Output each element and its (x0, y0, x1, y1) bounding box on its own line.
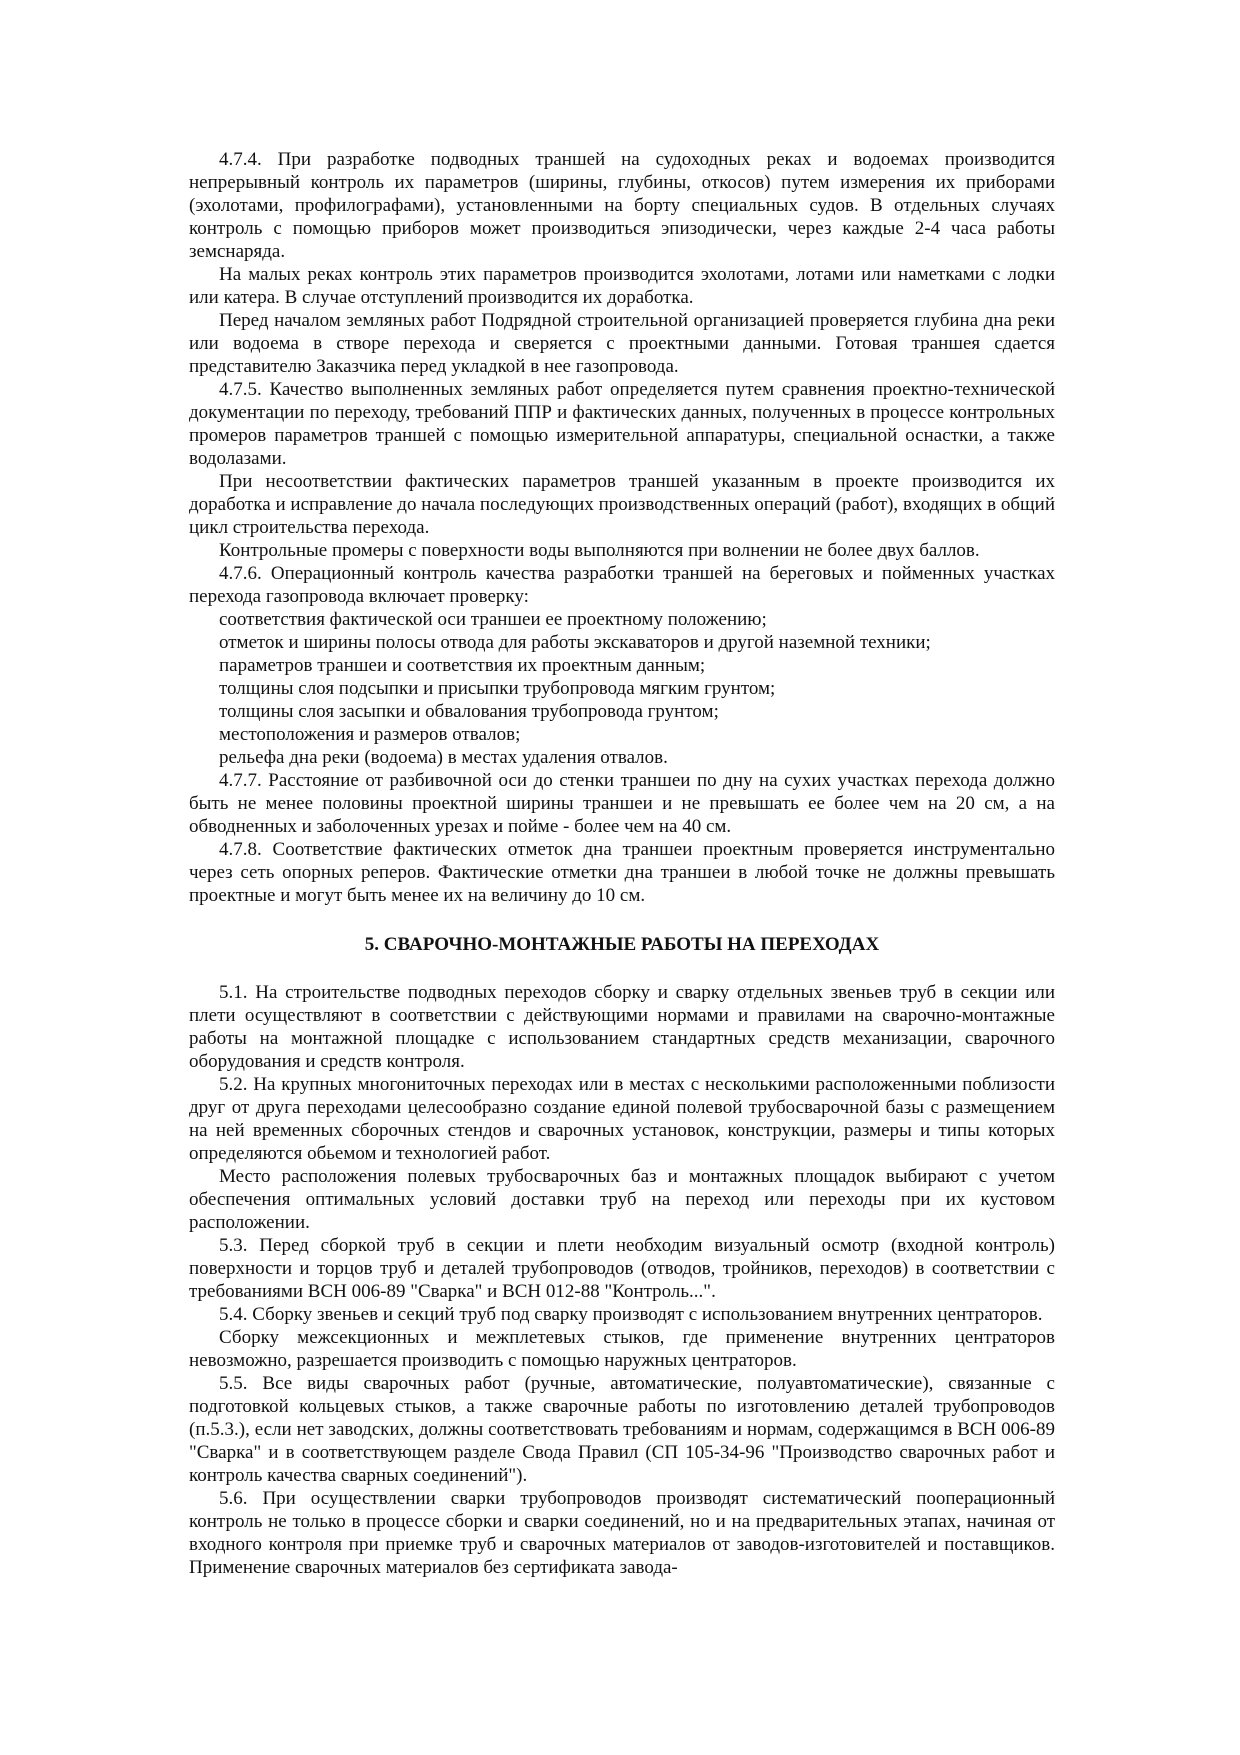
paragraph-4-7-7: 4.7.7. Расстояние от разбивочной оси до стенки траншеи по дну на сухих участках перехода должно быть не менее половины проектной ширины траншеи и не превышать ее более чем на 20 см, а на обводненных и заболоченных урезах и пойме - более чем на 40 см. (189, 770, 1055, 837)
paragraph-5-4: 5.4. Сборку звеньев и секций труб под сварку производят с использованием внутренних центраторов. (219, 1304, 1043, 1325)
check-item: толщины слоя засыпки и обвалования трубопровода грунтом; (219, 701, 719, 722)
paragraph-4-7-5: 4.7.5. Качество выполненных земляных работ определяется путем сравнения проектно-технической документации по переходу, требований ППР и фактических данных, полученных в процессе контрольных промеров параметров траншей с помощью измерительной аппаратуры, специальной оснастки, а также водолазами. (189, 379, 1055, 469)
paragraph-small-rivers: На малых реках контроль этих параметров производится эхолотами, лотами или наметками с лодки или катера. В случае отступлений производится их доработка. (189, 264, 1055, 308)
paragraph-depth-check: Перед началом земляных работ Подрядной строительной организацией проверяется глубина дна реки или водоема в створе перехода и сверяется с проектными данными. Готовая траншея сдается представителю Заказчика перед укладкой в нее газопровода. (189, 310, 1055, 377)
paragraph-5-2: 5.2. На крупных многониточных переходах или в местах с несколькими расположенными поблизости друг от друга переходами целесообразно создание единой полевой трубосварочной базы с размещением на ней временных сборочных стендов и сварочных установок, конструкции, размеры и типы которых определяются обьемом и технологией работ. (189, 1074, 1055, 1164)
paragraph-5-5: 5.5. Все виды сварочных работ (ручные, автоматические, полуавтоматические), связанные с подготовкой кольцевых стыков, а также сварочные работы по изготовлению деталей трубопроводов (п.5.3.), если нет заводских, должны соответствовать требованиям и нормам, содержащимся в ВСН 006-89 "Сварка" и в соответствующем разделе Свода Правил (СП 105-34-96 "Производство сварочных работ и контроль качества сварных соединений"). (189, 1373, 1055, 1486)
paragraph-5-1: 5.1. На строительстве подводных переходов сборку и сварку отдельных звеньев труб в секции или плети осуществляют в соответствии с действующими нормами и правилами на сварочно-монтажные работы на монтажной площадке с использованием стандартных средств механизации, сварочного оборудования и средств контроля. (189, 982, 1055, 1072)
check-item: отметок и ширины полосы отвода для работы экскаваторов и другой наземной техники; (219, 632, 931, 653)
check-item: рельефа дна реки (водоема) в местах удаления отвалов. (219, 747, 668, 768)
paragraph-4-7-8: 4.7.8. Соответствие фактических отметок дна траншеи проектным проверяется инструментально через сеть опорных реперов. Фактические отметки дна траншеи в любой точке не должны превышать проектные и могут быть менее их на величину до 10 см. (189, 839, 1055, 906)
check-item: толщины слоя подсыпки и присыпки трубопровода мягким грунтом; (219, 678, 776, 699)
check-item: параметров траншеи и соответствия их проектным данным; (219, 655, 706, 676)
paragraph-5-6: 5.6. При осуществлении сварки трубопроводов производят систематический пооперационный контроль не только в процессе сборки и сварки соединений, но и на предварительных этапах, начиная от входного контроля при приемке труб и сварочных материалов от заводов-изготовителей и поставщиков. Применение сварочных материалов без сертификата завода- (189, 1488, 1055, 1578)
paragraph-nonconformity: При несоответствии фактических параметров траншей указанным в проекте производится их доработка и исправление до начала последующих производственных операций (работ), входящих в общий цикл строительства перехода. (189, 471, 1055, 538)
paragraph-wave-limit: Контрольные промеры с поверхности воды выполняются при волнении не более двух баллов. (219, 540, 980, 561)
check-item: соответствия фактической оси траншеи ее проектному положению; (219, 609, 767, 630)
paragraph-4-7-4: 4.7.4. При разработке подводных траншей на судоходных реках и водоемах производится непрерывный контроль их параметров (ширины, глубины, откосов) путем измерения их приборами (эхолотами, профилографами), установленными на борту специальных судов. В отдельных случаях контроль с помощью приборов может производиться эпизодически, через каждые 2-4 часа работы земснаряда. (189, 149, 1055, 262)
check-item: местоположения и размеров отвалов; (219, 724, 521, 745)
paragraph-external-centrators: Сборку межсекционных и межплетевых стыков, где применение внутренних центраторов невозможно, разрешается производить с помощью наружных центраторов. (189, 1327, 1055, 1371)
paragraph-4-7-6: 4.7.6. Операционный контроль качества разработки траншей на береговых и пойменных участках перехода газопровода включает проверку: (189, 563, 1055, 607)
document-page (189, 148, 1055, 1579)
paragraph-base-location: Место расположения полевых трубосварочных баз и монтажных площадок выбирают с учетом обеспечения оптимальных условий доставки труб на переход или переходы при их кустовом расположении. (189, 1166, 1055, 1233)
section-heading: 5. СВАРОЧНО-МОНТАЖНЫЕ РАБОТЫ НА ПЕРЕХОДАХ (364, 934, 880, 955)
paragraph-5-3: 5.3. Перед сборкой труб в секции и плети необходим визуальный осмотр (входной контроль) поверхности и торцов труб и деталей трубопроводов (отводов, тройников, переходов) в соответствии с требованиями ВСН 006-89 "Сварка" и ВСН 012-88 "Контроль...". (189, 1235, 1055, 1302)
